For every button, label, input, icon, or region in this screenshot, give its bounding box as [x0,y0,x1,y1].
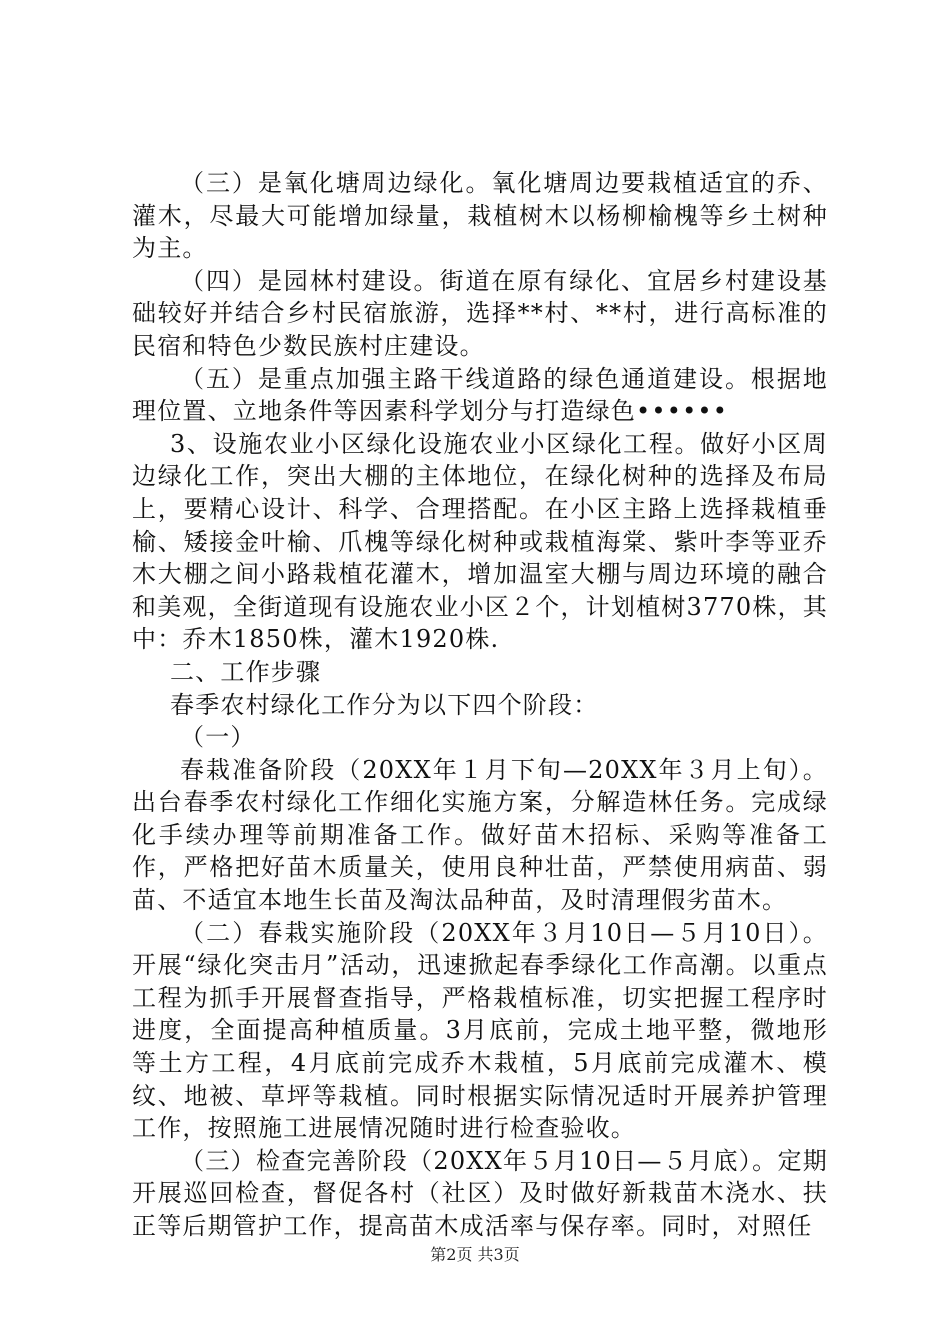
document-body [132,167,828,1243]
paragraph: （二）春栽实施阶段（20XX年３月10日—５月10日）。开展“绿化突击月”活动，迅速掀起春季绿化工作高潮。以重点工程为抓手开展督查指导，严格栽植标准，切实把握工程序时进度，全面提高种植质量。3月底前，完成土地平整，微地形等土方工程，4月底前完成乔木栽植，5月底前完成灌木、模纹、地被、草坪等栽植。同时根据实际情况适时开展养护管理工作，按照施工进展情况随时进行检查验收。 [132,918,828,1143]
paragraph: （三）是氧化塘周边绿化。氧化塘周边要栽植适宜的乔、灌木，尽最大可能增加绿量，栽植树木以杨柳榆槐等乡土树种为主。 [132,169,828,263]
subsection-marker: （一） [180,723,256,752]
paragraph: 春季农村绿化工作分为以下四个阶段： [170,690,599,719]
paragraph: （三）检查完善阶段（20XX年５月10日—５月底）。定期开展巡回检查，督促各村（社区）及时做好新栽苗木浇水、扶正等后期管护工作，提高苗木成活率与保存率。同时，对照任 [132,1146,828,1240]
paragraph: 3、设施农业小区绿化设施农业小区绿化工程。做好小区周边绿化工作，突出大棚的主体地位，在绿化树种的选择及布局上，要精心设计、科学、合理搭配。在小区主路上选择栽植垂榆、矮接金叶榆、爪槐等绿化树种或栽植海棠、紫叶李等亚乔木大棚之间小路栽植花灌木，增加温室大棚与周边环境的融合和美观，全街道现有设施农业小区２个，计划植树3770株，其中：乔木1850株，灌木1920株. [132,429,828,654]
paragraph: 春栽准备阶段（20XX年１月下旬—20XX年３月上旬）。出台春季农村绿化工作细化实施方案，分解造林任务。完成绿化手续办理等前期准备工作。做好苗木招标、采购等准备工作，严格把好苗木质量关，使用良种壮苗，严禁使用病苗、弱苗、不适宜本地生长苗及淘汰品种苗，及时清理假劣苗木。 [132,755,828,915]
paragraph: （四）是园林村建设。街道在原有绿化、宜居乡村建设基础较好并结合乡村民宿旅游，选择**村、**村，进行高标准的民宿和特色少数民族村庄建设。 [132,266,828,360]
section-heading: 二、工作步骤 [170,657,322,686]
paragraph: （五）是重点加强主路干线道路的绿色通道建设。根据地理位置、立地条件等因素科学划分与打造绿色•••••• [132,364,828,426]
page-footer: 第2页 共3页 [430,1245,520,1264]
